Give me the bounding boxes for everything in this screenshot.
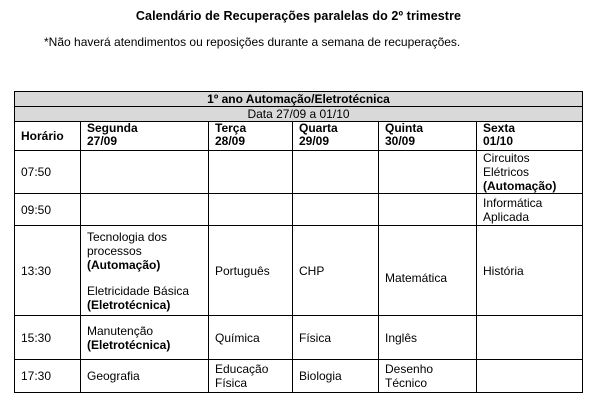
table-header-date-row [15,107,583,122]
cell-quarta: CHP [293,226,379,316]
cell-segunda [81,226,209,316]
course-title: 1º ano Automação/Eletrotécnica [15,92,583,107]
cell-sexta: Informática Aplicada [477,194,583,226]
day-date: 30/09 [385,134,416,148]
subject-course: (Eletrotécnica) [87,337,171,352]
day-header-quinta [379,122,477,151]
cell-quarta [293,194,379,226]
horario-header: Horário [15,122,81,151]
day-name: Segunda [87,121,138,135]
cell-terca: Química [209,316,293,360]
day-name: Quinta [385,121,423,135]
subject-name: Tecnologia dos processos [87,229,168,258]
cell-sexta [477,316,583,360]
day-header-terca [209,122,293,151]
document-title: Calendário de Recuperações paralelas do 2º trimestre [135,9,462,23]
cell-sexta [477,151,583,194]
cell-segunda [81,151,209,194]
cell-terca: Português [209,226,293,316]
table-row-1530 [15,316,583,360]
subject-name: Circuitos Elétricos [483,151,530,179]
cell-quinta: Matemática [379,226,477,316]
cell-quinta: Inglês [379,316,477,360]
schedule-table [14,91,583,393]
subject-course: (Automação) [483,179,557,193]
day-date: 29/09 [299,134,330,148]
day-date: 01/10 [483,134,514,148]
table-row-1330 [15,226,583,316]
subject-name: Eletricidade Básica [87,283,190,298]
cell-quarta: Física [293,316,379,360]
cell-quarta: Biologia [293,360,379,393]
subject-course: (Automação) [87,257,161,272]
time-cell: 07:50 [15,151,81,194]
weekday-header-row [15,122,583,151]
cell-quinta [379,194,477,226]
day-header-quarta [293,122,379,151]
cell-terca [209,151,293,194]
spacer [87,272,204,284]
day-name: Quarta [299,121,338,135]
time-cell: 09:50 [15,194,81,226]
day-date: 28/09 [215,134,246,148]
day-header-sexta [477,122,583,151]
cell-segunda [81,194,209,226]
cell-quinta [379,151,477,194]
table-row-0950 [15,194,583,226]
time-cell: 17:30 [15,360,81,393]
table-header-course-row [15,92,583,107]
time-cell: 13:30 [15,226,81,316]
cell-sexta [477,360,583,393]
cell-segunda: Geografia [81,360,209,393]
cell-terca: Educação Física [209,360,293,393]
cell-quarta [293,151,379,194]
day-header-segunda [81,122,209,151]
table-row-0750 [15,151,583,194]
cell-sexta: História [477,226,583,316]
table-row-1730 [15,360,583,393]
time-cell: 15:30 [15,316,81,360]
day-date: 27/09 [87,134,118,148]
day-name: Sexta [483,121,516,135]
document-note: *Não haverá atendimentos ou reposições durante a semana de recuperações. [44,35,461,49]
day-name: Terça [215,121,247,135]
date-range: Data 27/09 a 01/10 [15,107,583,122]
cell-segunda [81,316,209,360]
subject-course: (Eletrotécnica) [87,297,171,312]
subject-name: Manutenção [87,323,154,338]
cell-quinta: Desenho Técnico [379,360,477,393]
cell-terca [209,194,293,226]
